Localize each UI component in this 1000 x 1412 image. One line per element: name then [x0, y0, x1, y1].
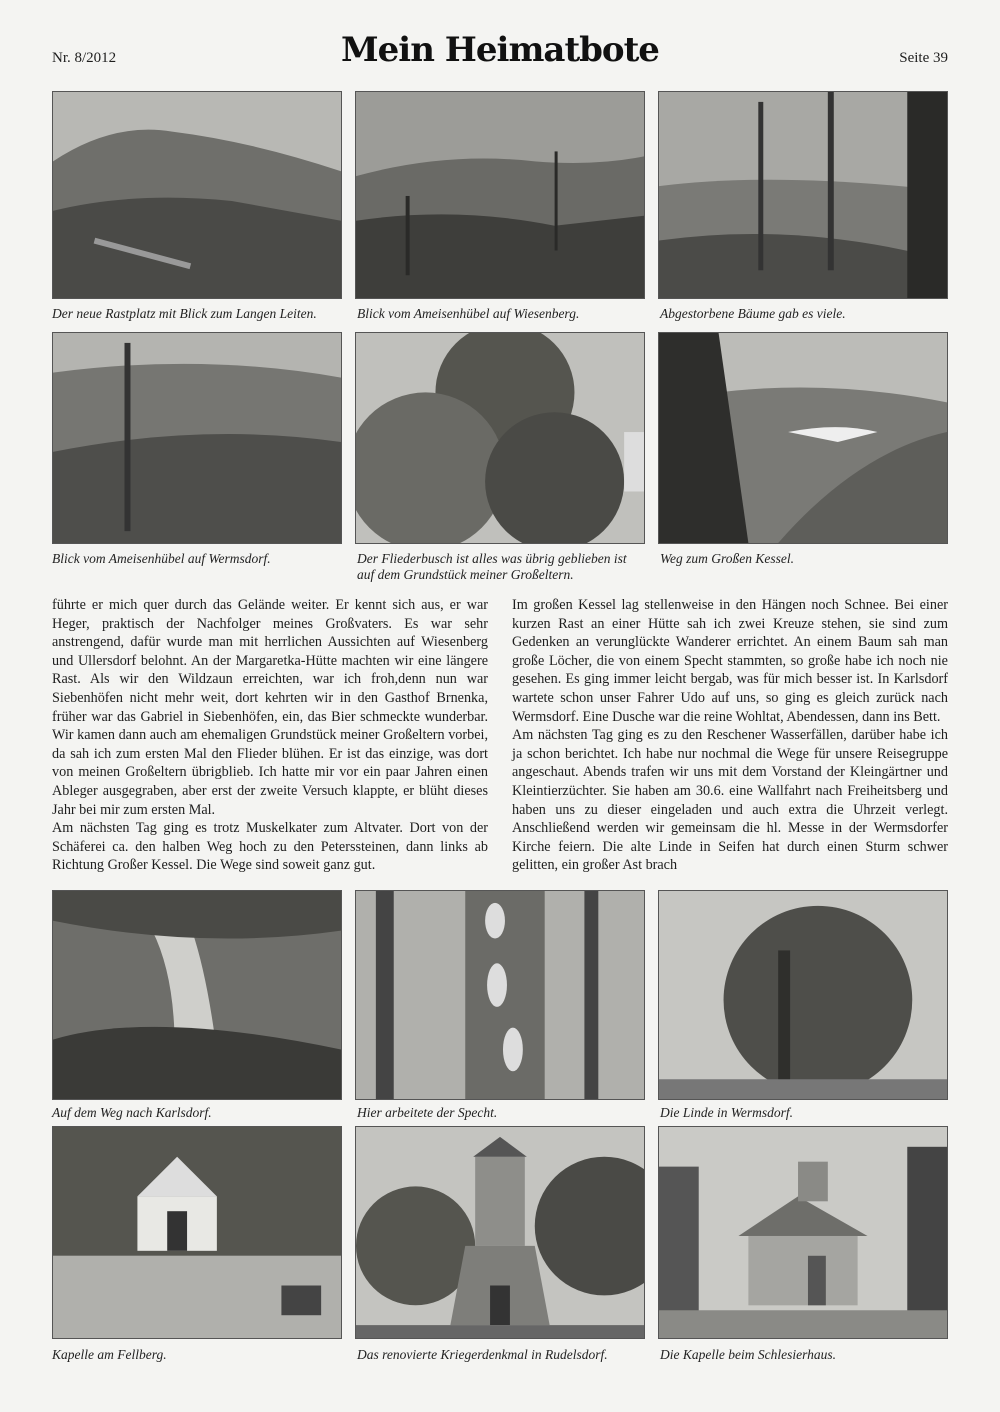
issue-number: Nr. 8/2012 [52, 50, 117, 66]
article-paragraph: Am nächsten Tag ging es zu den Reschener Wasserfällen, darüber habe ich ja schon berichtet. Ich habe nur nochmal die Wege für unsere Reisegruppe angeschaut. Abends trafen wir uns mit dem Vorstand der Kleingärtner und Kleintierzüchter. Sie haben am 30.6. eine Wallfahrt nach Freiheitsberg und haben uns zu dieser eingeladen und auch extra die Uhrzeit verlegt. Anschließend werden wir gemeinsam die hl. Messe in der Wermsdorfer Kirche feiern. Die alte Linde in Seifen hat durch einen Sturm schwer gelitten, ein großer Ast brach [512, 727, 948, 874]
article-paragraph: führte er mich quer durch das Gelände weiter. Er kennt sich aus, er war Heger, praktisch der Nachfolger meines Großvaters. Es war sehr anstrengend, dafür wurde man mit herrlichen Aussichten auf Wiesenberg und Ullersdorf belohnt. An der Margaretka-Hütte machten wir eine längere Rast. Als wir den Wildzaun erreichten, war ich froh,denn nun war Siebenhöfen nicht mehr weit, dort kehrten wir in den Gasthof Brnenka, früher war das Gabriel in Siebenhöfen, ein, das Bier schmeckte wunderbar. Wir kamen dann auch am ehemaligen Grundstück meiner Großeltern vorbei, da sah ich zum ersten Mal den Flieder blühen. Er ist das einzige, was dort von meinen Großeltern übrigblieb. Ich hatte mir vor ein paar Jahren einen Ableger ausgegraben, aber erst der zweite Versuch klappte, er blüht dieses Jahr bei mir zum ersten Mal. [52, 597, 488, 818]
article-column-left [52, 596, 488, 875]
caption-rastplatz: Der neue Rastplatz mit Blick zum Langen Leiten. [52, 306, 317, 321]
photo-wermsdorf-blick [52, 332, 342, 544]
caption-kapelle-schlesierhaus: Die Kapelle beim Schlesierhaus. [660, 1347, 836, 1362]
photo-weg-karlsdorf [52, 890, 342, 1100]
masthead-title: Mein Heimatbote [341, 30, 659, 70]
caption-kapelle-fellberg: Kapelle am Fellberg. [52, 1347, 167, 1362]
caption-fliederbusch: Der Fliederbusch ist alles was übrig geblieben ist auf dem Grundstück meiner Großeltern. [357, 551, 627, 582]
photo-kriegerdenkmal [355, 1126, 645, 1339]
caption-abgestorbene-baeume: Abgestorbene Bäume gab es viele. [660, 306, 846, 321]
photo-abgestorbene-baeume [658, 91, 948, 299]
caption-wermsdorf-blick: Blick vom Ameisenhübel auf Wermsdorf. [52, 551, 271, 566]
caption-grosser-kessel: Weg zum Großen Kessel. [660, 551, 794, 566]
caption-kriegerdenkmal: Das renovierte Kriegerdenkmal in Rudelsdorf. [357, 1347, 608, 1362]
article-paragraph: Im großen Kessel lag stellenweise in den Hängen noch Schnee. Bei einer kurzen Rast an einer Hütte sah ich zwei Kreuze stehen, sie sind zum Gedenken an verunglückte Wanderer errichtet. An einem Baum sah man große Löcher, die von einem Specht stammten, so große habe ich noch nie gesehen. Es ging immer leicht bergab, was für mich besser ist. In Karlsdorf wartete schon unser Fahrer Udo auf uns, so ging es gleich zurück nach Wermsdorf. Eine Dusche war die reine Wohltat, Abendessen, dann ins Bett. [512, 597, 948, 725]
article-paragraph: Am nächsten Tag ging es trotz Muskelkater zum Altvater. Dort von der Schäferei ca. den halben Weg hoch zu den Peterssteinen, dann links ab Richtung Großer Kessel. Die Wege sind soweit ganz gut. [52, 820, 488, 874]
caption-weg-karlsdorf: Auf dem Weg nach Karlsdorf. [52, 1105, 212, 1120]
photo-grosser-kessel [658, 332, 948, 544]
article-column-right [512, 596, 948, 875]
caption-linde-wermsdorf: Die Linde in Wermsdorf. [660, 1105, 794, 1120]
photo-rastplatz [52, 91, 342, 299]
photo-specht [355, 890, 645, 1100]
photo-fliederbusch [355, 332, 645, 544]
photo-linde-wermsdorf [658, 890, 948, 1100]
photo-kapelle-schlesierhaus [658, 1126, 948, 1339]
photo-kapelle-fellberg [52, 1126, 342, 1339]
caption-specht: Hier arbeitete der Specht. [357, 1105, 498, 1120]
photo-wiesenberg [355, 91, 645, 299]
caption-wiesenberg: Blick vom Ameisenhübel auf Wiesenberg. [357, 306, 580, 321]
page-number: Seite 39 [899, 50, 948, 66]
